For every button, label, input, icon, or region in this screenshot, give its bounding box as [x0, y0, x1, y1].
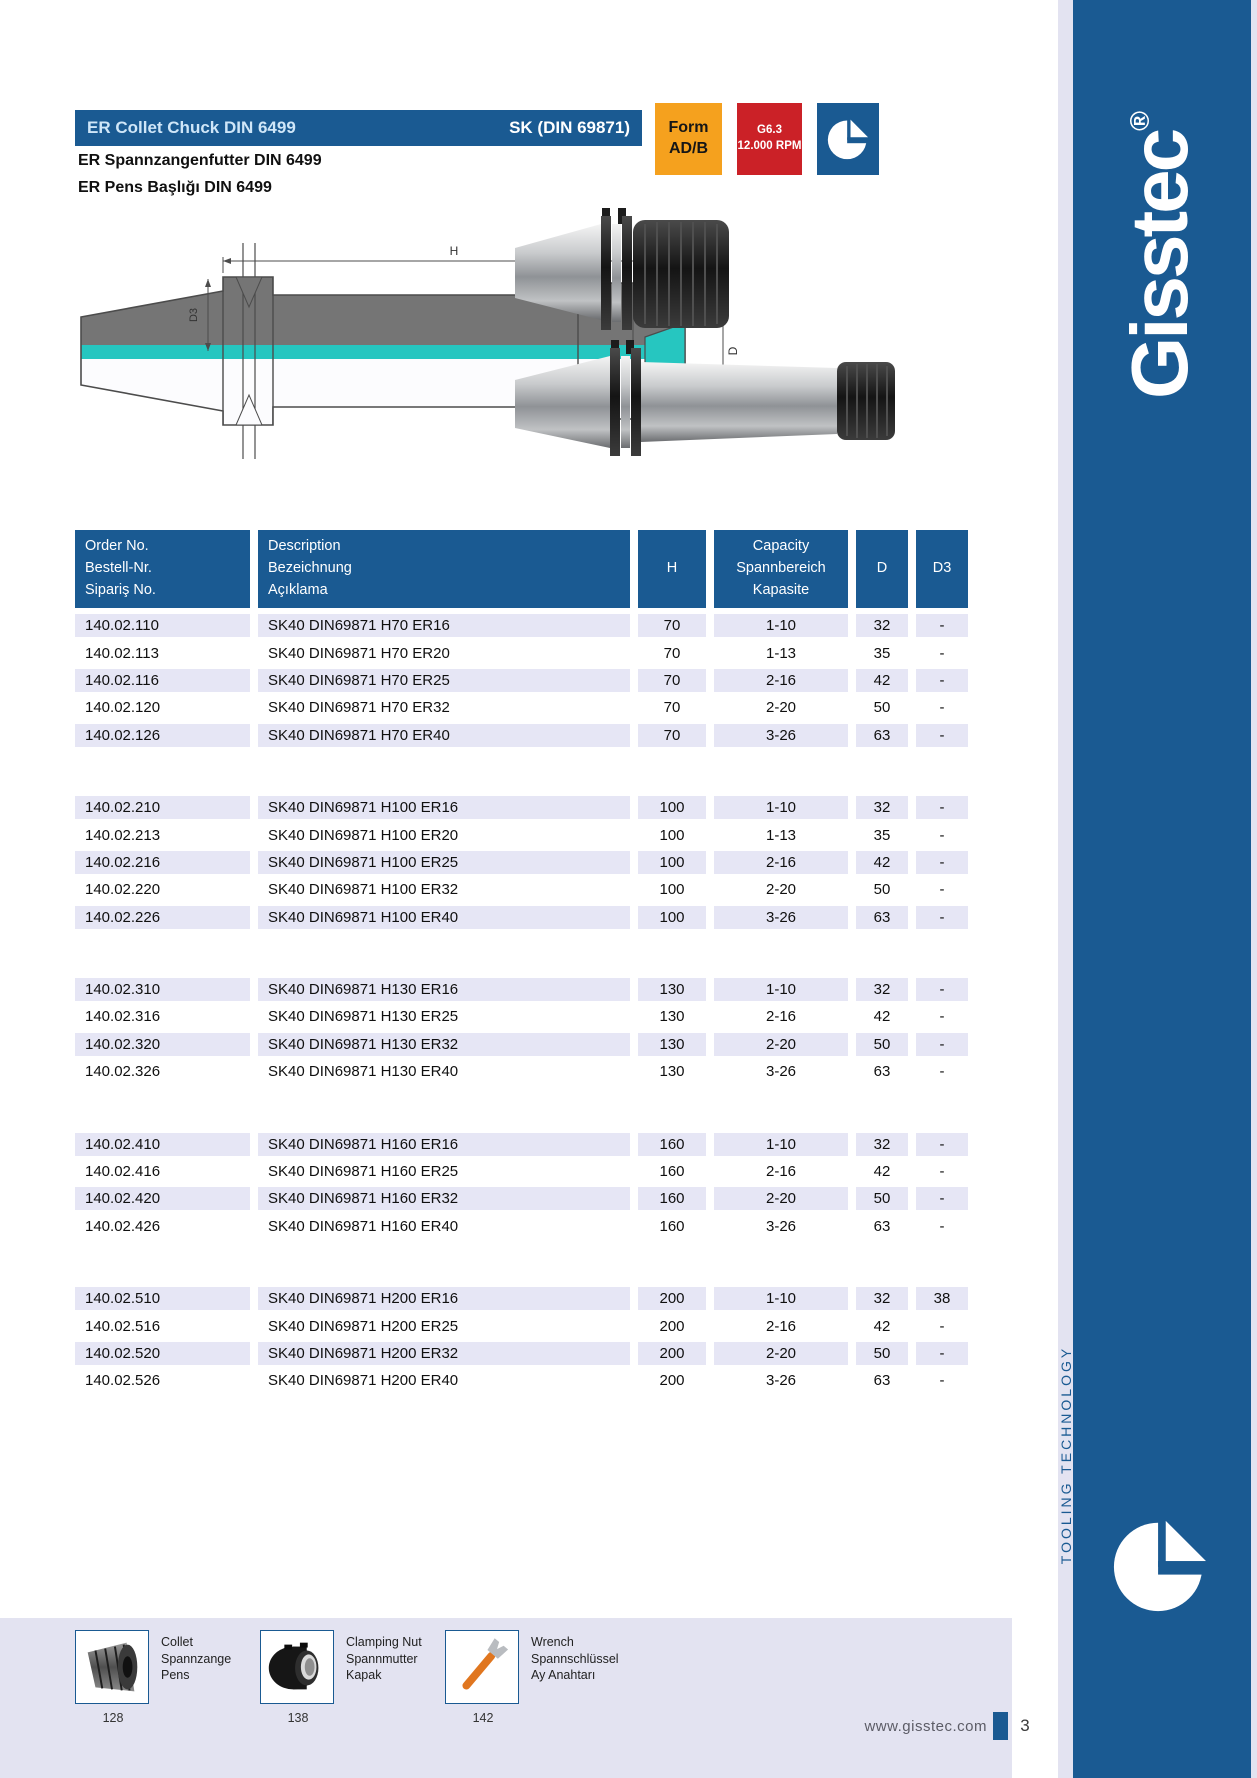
cell-h: 100	[638, 851, 706, 874]
collet-page-ref: 128	[102, 1711, 124, 1725]
cell-order: 140.02.416	[85, 1163, 161, 1181]
cell-d3: -	[939, 1063, 945, 1081]
cell-h: 100	[638, 796, 706, 819]
cell-capacity: 1-10	[714, 1287, 848, 1310]
table-row	[75, 849, 968, 876]
cell-d: 63	[856, 906, 908, 929]
form-badge	[655, 103, 722, 175]
collet-labels: Collet Spannzange Pens	[161, 1635, 232, 1682]
table-row	[75, 1213, 968, 1240]
col-header-d: D	[856, 530, 908, 608]
cell-d3: -	[916, 724, 968, 747]
cell-h: 130	[659, 1063, 685, 1081]
cell-order: 140.02.120	[85, 699, 161, 717]
table-group	[75, 976, 968, 1086]
table-row	[75, 1130, 968, 1157]
table-row	[75, 1285, 968, 1312]
cell-description: SK40 DIN69871 H100 ER32	[268, 881, 459, 899]
cell-description: SK40 DIN69871 H130 ER40	[268, 1063, 459, 1081]
cell-d: 63	[873, 1063, 891, 1081]
dim-label-h: H	[449, 244, 459, 258]
brand-wordmark: Gisstec	[1115, 130, 1204, 399]
wrench-labels: Wrench Spannschlüssel Ay Anahtarı	[531, 1635, 619, 1682]
table-row	[75, 694, 968, 721]
cell-description: SK40 DIN69871 H70 ER32	[268, 699, 450, 717]
cell-d3: -	[939, 1217, 945, 1235]
cell-order: 140.02.126	[75, 724, 250, 747]
cell-order: 140.02.310	[75, 978, 250, 1001]
cell-description: SK40 DIN69871 H70 ER40	[258, 724, 630, 747]
cell-description: SK40 DIN69871 H160 ER16	[258, 1133, 630, 1156]
cell-d: 42	[873, 1008, 891, 1026]
cell-h: 200	[659, 1372, 685, 1390]
table-row	[75, 794, 968, 821]
dim-label-d3: D3	[188, 307, 200, 323]
cell-d3: -	[939, 1008, 945, 1026]
table-row	[75, 1312, 968, 1339]
accessory-card-clamping-nut	[260, 1630, 460, 1725]
table-row	[75, 876, 968, 903]
cell-description: SK40 DIN69871 H200 ER40	[268, 1372, 459, 1390]
cell-d: 63	[873, 1372, 891, 1390]
cell-order: 140.02.516	[85, 1317, 161, 1335]
cell-d3: -	[916, 851, 968, 874]
table-group	[75, 612, 968, 749]
cell-capacity: 1-10	[714, 614, 848, 637]
cell-order: 140.02.110	[75, 614, 250, 637]
cell-h: 200	[638, 1287, 706, 1310]
cell-d3: -	[916, 978, 968, 1001]
cell-d3: -	[939, 881, 945, 899]
cell-capacity: 3-26	[765, 1063, 797, 1081]
cell-h: 70	[663, 644, 681, 662]
cell-d3: -	[939, 1372, 945, 1390]
cell-description: SK40 DIN69871 H200 ER25	[268, 1317, 459, 1335]
cell-order: 140.02.213	[85, 826, 161, 844]
cell-capacity: 2-16	[714, 669, 848, 692]
subtitle-german: ER Spannzangenfutter DIN 6499	[78, 152, 322, 169]
cell-description: SK40 DIN69871 H100 ER40	[258, 906, 630, 929]
dim-label-d: D	[726, 346, 740, 356]
table-row	[75, 612, 968, 639]
cell-order: 140.02.316	[85, 1008, 161, 1026]
table-group	[75, 794, 968, 931]
cell-d3: -	[939, 826, 945, 844]
table-row	[75, 639, 968, 666]
cell-d3: -	[939, 644, 945, 662]
cell-h: 70	[638, 669, 706, 692]
cell-capacity: 2-20	[714, 1033, 848, 1056]
cell-d3: -	[939, 699, 945, 717]
cell-d: 35	[873, 644, 891, 662]
photo-chuck-short	[515, 208, 729, 330]
cell-capacity: 1-13	[765, 826, 797, 844]
cell-capacity: 2-16	[714, 851, 848, 874]
table-group	[75, 1130, 968, 1240]
table-row	[75, 821, 968, 848]
cell-capacity: 3-26	[714, 724, 848, 747]
cell-capacity: 2-20	[714, 1187, 848, 1210]
col-header-order: Order No. Bestell-Nr. Sipariş No.	[75, 530, 250, 608]
form-badge-line1: Form	[668, 119, 709, 137]
cell-d: 50	[873, 699, 891, 717]
wrench-page-ref: 142	[472, 1711, 494, 1725]
table-row	[75, 722, 968, 749]
page-number: 3	[1020, 1716, 1030, 1735]
cell-order: 140.02.320	[75, 1033, 250, 1056]
balance-badge	[737, 103, 802, 175]
cell-d3: -	[916, 906, 968, 929]
form-badge-line2: AD/B	[668, 140, 709, 157]
cell-d3: -	[916, 614, 968, 637]
cell-d: 50	[856, 1342, 908, 1365]
cell-d: 32	[856, 978, 908, 1001]
cell-d: 42	[856, 851, 908, 874]
cell-order: 140.02.510	[75, 1287, 250, 1310]
table-row	[75, 667, 968, 694]
cell-d: 50	[873, 881, 891, 899]
table-row	[75, 1058, 968, 1085]
cell-h: 130	[638, 978, 706, 1001]
cell-order: 140.02.410	[75, 1133, 250, 1156]
cell-h: 160	[659, 1163, 685, 1181]
cell-order: 140.02.426	[85, 1217, 161, 1235]
table-group	[75, 1285, 968, 1395]
cell-capacity: 3-26	[765, 1217, 797, 1235]
accessory-card-wrench	[445, 1630, 645, 1725]
gisstec-logo-icon	[827, 118, 869, 160]
cell-description: SK40 DIN69871 H70 ER20	[268, 644, 450, 662]
table-row	[75, 1367, 968, 1394]
photo-chuck-long	[515, 340, 895, 456]
col-header-description: Description Bezeichnung Açıklama	[258, 530, 630, 608]
table-row	[75, 904, 968, 931]
balance-badge-line2: 12.000 RPM	[737, 140, 802, 152]
cell-h: 160	[659, 1217, 685, 1235]
balance-badge-line1: G6.3	[757, 124, 782, 137]
taper-standard-label: SK (DIN 69871)	[509, 118, 630, 137]
cell-h: 160	[638, 1187, 706, 1210]
table-row	[75, 1003, 968, 1030]
product-table	[75, 530, 968, 1440]
cell-h: 130	[638, 1033, 706, 1056]
brand-logo-badge	[817, 103, 879, 175]
gisstec-logo-icon-large	[1112, 1517, 1208, 1613]
registered-mark: ®	[1125, 111, 1155, 131]
cell-d3: -	[916, 1133, 968, 1156]
cell-capacity: 3-26	[765, 1372, 797, 1390]
clamping-nut-page-ref: 138	[287, 1711, 309, 1725]
cell-description: SK40 DIN69871 H160 ER25	[268, 1163, 459, 1181]
cell-d: 63	[873, 1217, 891, 1235]
clamping-nut-labels: Clamping Nut Spannmutter Kapak	[346, 1635, 422, 1682]
cell-description: SK40 DIN69871 H160 ER40	[268, 1217, 459, 1235]
cell-d: 32	[856, 796, 908, 819]
cell-d3: -	[916, 1033, 968, 1056]
cell-description: SK40 DIN69871 H100 ER20	[268, 826, 459, 844]
col-header-h: H	[638, 530, 706, 608]
cell-capacity: 2-20	[765, 881, 797, 899]
cell-order: 140.02.220	[85, 881, 161, 899]
cell-h: 70	[638, 724, 706, 747]
cell-d3: 38	[916, 1287, 968, 1310]
cell-description: SK40 DIN69871 H100 ER25	[258, 851, 630, 874]
clamping-nut-thumbnail	[260, 1630, 334, 1704]
cell-capacity: 2-20	[765, 699, 797, 717]
cell-d: 42	[873, 1317, 891, 1335]
cell-description: SK40 DIN69871 H160 ER32	[258, 1187, 630, 1210]
clamping-nut-icon	[261, 1631, 333, 1703]
cell-d3: -	[939, 1163, 945, 1181]
cell-d: 50	[856, 1033, 908, 1056]
cell-capacity: 1-10	[714, 978, 848, 1001]
cell-d: 50	[856, 1187, 908, 1210]
page-number-marker	[993, 1712, 1008, 1740]
cell-d: 63	[856, 724, 908, 747]
cell-h: 130	[659, 1008, 685, 1026]
cell-description: SK40 DIN69871 H70 ER25	[258, 669, 630, 692]
product-photos	[505, 198, 910, 460]
cell-capacity: 2-16	[765, 1163, 797, 1181]
cell-d: 35	[873, 826, 891, 844]
cell-h: 160	[638, 1133, 706, 1156]
cell-d: 32	[856, 1287, 908, 1310]
cell-h: 200	[659, 1317, 685, 1335]
cell-description: SK40 DIN69871 H70 ER16	[258, 614, 630, 637]
cell-order: 140.02.113	[85, 644, 159, 662]
cell-description: SK40 DIN69871 H130 ER32	[258, 1033, 630, 1056]
cell-order: 140.02.520	[75, 1342, 250, 1365]
cell-capacity: 1-10	[714, 796, 848, 819]
table-row	[75, 976, 968, 1003]
collet-thumbnail	[75, 1630, 149, 1704]
page-title: ER Collet Chuck DIN 6499	[87, 118, 296, 137]
cell-d3: -	[939, 1317, 945, 1335]
cell-order: 140.02.216	[75, 851, 250, 874]
cell-h: 200	[638, 1342, 706, 1365]
wrench-icon	[446, 1631, 518, 1703]
cell-capacity: 1-13	[765, 644, 797, 662]
website-link[interactable]: www.gisstec.com	[864, 1718, 987, 1735]
sidebar-tagline: TOOLING TECHNOLOGY	[1058, 1345, 1074, 1565]
cell-description: SK40 DIN69871 H130 ER25	[268, 1008, 459, 1026]
cell-h: 100	[638, 906, 706, 929]
cell-d3: -	[916, 669, 968, 692]
cell-description: SK40 DIN69871 H100 ER16	[258, 796, 630, 819]
table-row	[75, 1185, 968, 1212]
cell-description: SK40 DIN69871 H130 ER16	[258, 978, 630, 1001]
cell-d: 42	[873, 1163, 891, 1181]
cell-h: 70	[663, 699, 681, 717]
table-row	[75, 1340, 968, 1367]
cell-capacity: 2-16	[765, 1008, 797, 1026]
cell-h: 100	[659, 826, 685, 844]
cell-d3: -	[916, 1342, 968, 1365]
cell-order: 140.02.526	[85, 1372, 161, 1390]
cell-order: 140.02.210	[75, 796, 250, 819]
cell-capacity: 1-10	[714, 1133, 848, 1156]
cell-capacity: 3-26	[714, 906, 848, 929]
cell-d3: -	[916, 1187, 968, 1210]
table-row	[75, 1158, 968, 1185]
cell-d: 32	[856, 1133, 908, 1156]
table-row	[75, 1031, 968, 1058]
cell-d: 32	[856, 614, 908, 637]
subtitle-turkish: ER Pens Başlığı DIN 6499	[78, 179, 272, 196]
cell-order: 140.02.326	[85, 1063, 161, 1081]
table-header-row	[75, 530, 968, 608]
accessory-card-collet	[75, 1630, 275, 1725]
cell-d: 42	[856, 669, 908, 692]
col-header-d3: D3	[916, 530, 968, 608]
cell-h: 70	[638, 614, 706, 637]
wrench-thumbnail	[445, 1630, 519, 1704]
cell-order: 140.02.420	[75, 1187, 250, 1210]
cell-capacity: 2-16	[765, 1317, 797, 1335]
cell-order: 140.02.226	[75, 906, 250, 929]
cell-h: 100	[659, 881, 685, 899]
sidebar-edge-strip	[1251, 0, 1257, 1778]
cell-d3: -	[916, 796, 968, 819]
collet-icon	[76, 1631, 148, 1703]
cell-description: SK40 DIN69871 H200 ER32	[258, 1342, 630, 1365]
cell-capacity: 2-20	[714, 1342, 848, 1365]
title-bar	[75, 110, 642, 146]
table-body	[75, 612, 968, 1395]
cell-description: SK40 DIN69871 H200 ER16	[258, 1287, 630, 1310]
col-header-capacity: Capacity Spannbereich Kapasite	[714, 530, 848, 608]
sidebar-brand	[1114, 111, 1206, 399]
cell-order: 140.02.116	[75, 669, 250, 692]
